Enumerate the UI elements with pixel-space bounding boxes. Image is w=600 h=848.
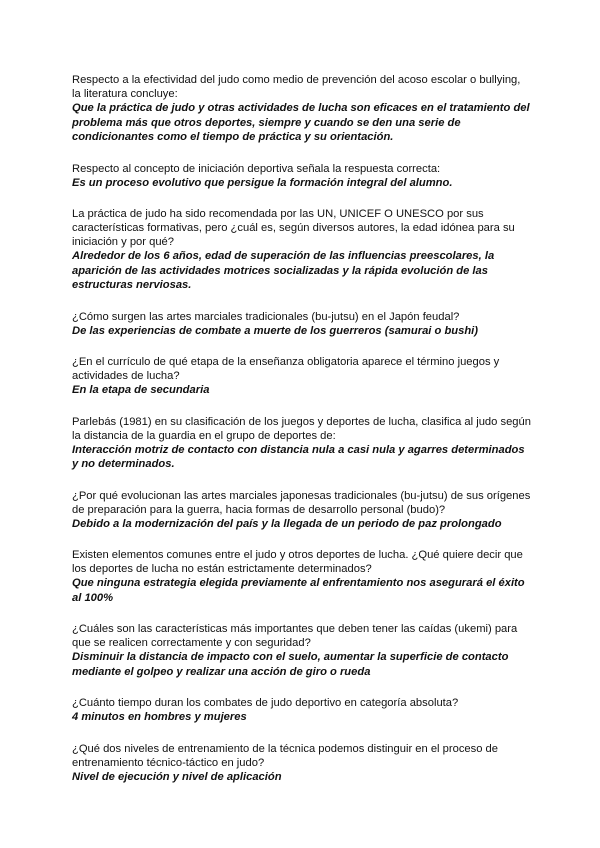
question-text: ¿Por qué evolucionan las artes marciales japonesas tradicionales (bu-jutsu) de sus orígenes de preparación para la guerra, hacia formas de desarrollo personal (budo)? <box>72 489 531 516</box>
qa-item-10 <box>72 696 532 725</box>
question-text: Respecto al concepto de iniciación deportiva señala la respuesta correcta: <box>72 162 441 175</box>
qa-item-7 <box>72 489 532 532</box>
answer-text: De las experiencias de combate a muerte de los guerreros (samurai o bushi) <box>72 324 479 337</box>
qa-item-1 <box>72 73 532 145</box>
question-text: ¿Cómo surgen las artes marciales tradicionales (bu-jutsu) en el Japón feudal? <box>72 310 460 323</box>
answer-text: Que la práctica de judo y otras actividades de lucha son eficaces en el tratamiento del problema más que otros deportes, siempre y cuando se den una serie de condicionantes como el tiempo de práctica y su orientación. <box>72 102 530 143</box>
answer-text: Que ninguna estrategia elegida previamente al enfrentamiento nos asegurará el éxito al 100% <box>72 577 525 604</box>
question-text: Parlebás (1981) en su clasificación de los juegos y deportes de lucha, clasifica al judo según la distancia de la guardia en el grupo de deportes de: <box>72 415 531 442</box>
qa-item-11 <box>72 742 532 785</box>
answer-text: Disminuir la distancia de impacto con el suelo, aumentar la superficie de contacto mediante el golpeo y realizar una acción de giro o rueda <box>72 651 509 678</box>
answer-text: 4 minutos en hombres y mujeres <box>72 711 247 723</box>
question-text: ¿Qué dos niveles de entrenamiento de la técnica podemos distinguir en el proceso de entrenamiento técnico-táctico en judo? <box>72 742 499 769</box>
qa-item-4 <box>72 310 532 339</box>
question-text: Existen elementos comunes entre el judo y otros deportes de lucha. ¿Qué quiere decir que los deportes de lucha no están estrictamente determinados? <box>72 549 523 575</box>
qa-item-8 <box>72 548 532 605</box>
answer-text: Interacción motriz de contacto con distancia nula a casi nula y agarres determinados y no determinados. <box>72 443 525 470</box>
document-page <box>72 73 532 801</box>
answer-text: En la etapa de secundaria <box>72 384 210 396</box>
qa-item-3 <box>72 207 532 293</box>
question-text: Respecto a la efectividad del judo como medio de prevención del acoso escolar o bullying, la literatura concluye: <box>72 74 521 100</box>
answer-text: Debido a la modernización del país y la llegada de un periodo de paz prolongado <box>72 517 502 530</box>
qa-item-9 <box>72 622 532 679</box>
question-text: ¿Cuáles son las características más importantes que deben tener las caídas (ukemi) para que se realicen correctamente y con seguridad? <box>72 623 518 649</box>
qa-item-6 <box>72 415 532 472</box>
qa-item-5 <box>72 355 532 398</box>
answer-text: Alrededor de los 6 años, edad de superación de las influencias preescolares, la aparición de las actividades motrices socializadas y la rápida evolución de las estructuras nerviosas. <box>72 250 495 291</box>
qa-item-2 <box>72 162 532 191</box>
answer-text: Es un proceso evolutivo que persigue la formación integral del alumno. <box>72 176 453 189</box>
question-text: La práctica de judo ha sido recomendada por las UN, UNICEF O UNESCO por sus características formativas, pero ¿cuál es, según diversos autores, la edad idónea para su iniciación y por qué? <box>72 208 515 248</box>
answer-text: Nivel de ejecución y nivel de aplicación <box>72 770 282 783</box>
question-text: ¿En el currículo de qué etapa de la enseñanza obligatoria aparece el término juegos y actividades de lucha? <box>72 356 500 382</box>
question-text: ¿Cuánto tiempo duran los combates de judo deportivo en categoría absoluta? <box>72 697 459 709</box>
